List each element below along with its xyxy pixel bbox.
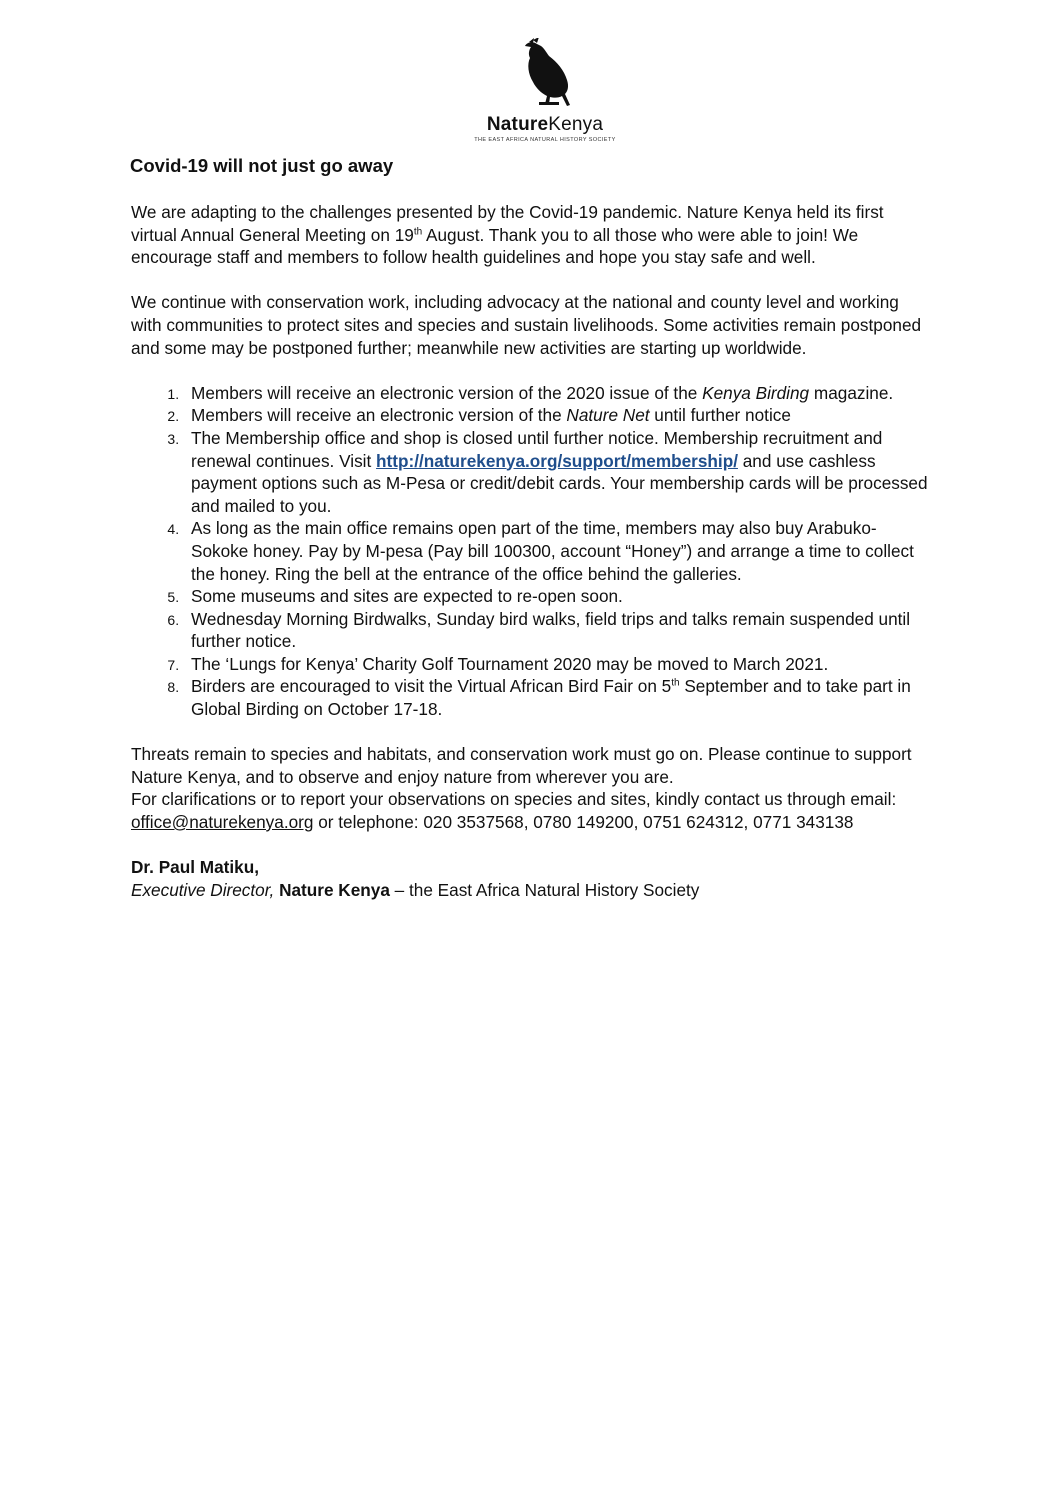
document-body (131, 201, 931, 901)
paragraph-conservation: We continue with conservation work, including advocacy at the national and county level and working with communities to protect sites and species and sustain livelihoods. Some activities remain postponed and some may be postponed further; meanwhile new activities are starting up worldwide. (131, 292, 922, 358)
bird-silhouette-icon (515, 38, 575, 110)
list-item: 2. Members will receive an electronic version of the Nature Net until further notice (183, 404, 931, 427)
nature-kenya-logo (470, 38, 620, 143)
list-item: 3. The Membership office and shop is closed until further notice. Membership recruitment and renewal continues. Visit http://naturekenya.org/support/membership/ and use cashless payment options such as M-Pesa or credit/debit cards. Your membership cards will be processed and mailed to you. (183, 427, 931, 517)
list-item: 6. Wednesday Morning Birdwalks, Sunday bird walks, field trips and talks remain suspended until further notice. (183, 608, 931, 653)
signature-role: Executive Director, Nature Kenya – the East Africa Natural History Society (131, 879, 700, 900)
paragraph-intro: We are adapting to the challenges presented by the Covid-19 pandemic. Nature Kenya held its first virtual Annual General Meeting on 19th August. Thank you to all those who were able to join! We encourage staff and members to follow health guidelines and hope you stay safe and well. (131, 202, 884, 268)
logo-wordmark: NatureKenya (486, 114, 604, 135)
signature-name: Dr. Paul Matiku, (131, 857, 259, 878)
email-link[interactable]: office@naturekenya.org (131, 812, 314, 833)
announcement-list (131, 382, 931, 721)
signature-block (131, 856, 931, 901)
logo-tagline: THE EAST AFRICA NATURAL HISTORY SOCIETY (474, 137, 616, 143)
paragraph-contact: Threats remain to species and habitats, and conservation work must go on. Please continue to support Nature Kenya, and to observe and enjoy nature from wherever you are. For clarifications or to report your observations on species and sites, kindly contact us through email: office@naturekenya.org or telephone: 020 3537568, 0780 149200, 0751 624312, 0771 343138 (131, 744, 912, 833)
list-item: 5. Some museums and sites are expected to re-open soon. (183, 585, 931, 608)
list-item: 8. Birders are encouraged to visit the Virtual African Bird Fair on 5th September and to take part in Global Birding on October 17-18. (183, 675, 931, 720)
list-item: 1. Members will receive an electronic version of the 2020 issue of the Kenya Birding magazine. (183, 382, 931, 405)
list-item: 7. The ‘Lungs for Kenya’ Charity Golf Tournament 2020 may be moved to March 2021. (183, 653, 931, 676)
list-item: 4. As long as the main office remains open part of the time, members may also buy Arabuko-Sokoke honey. Pay by M-pesa (Pay bill 100300, account “Honey”) and arrange a time to collect the honey. Ring the bell at the entrance of the office behind the galleries. (183, 517, 931, 585)
membership-link[interactable]: http://naturekenya.org/support/membership/ (376, 450, 738, 471)
page-title: Covid-19 will not just go away (130, 155, 394, 176)
